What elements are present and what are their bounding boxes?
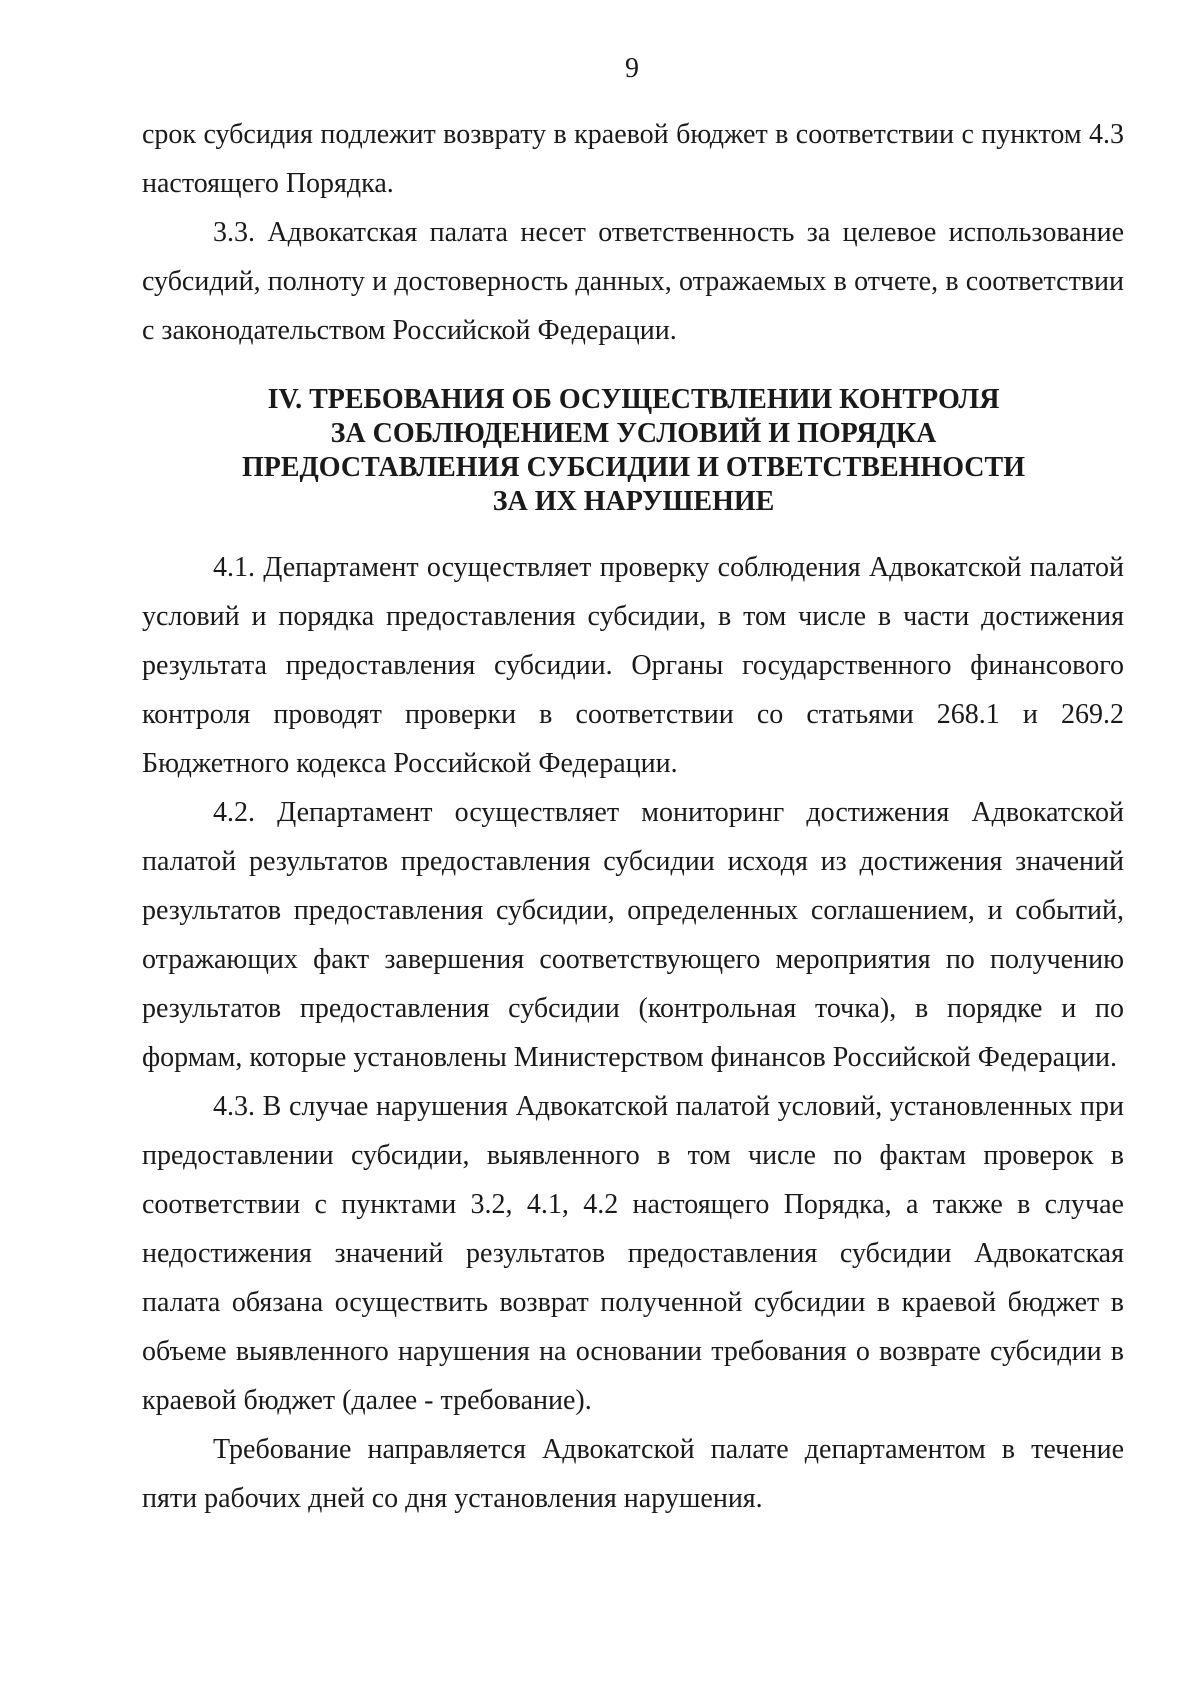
paragraph-requirement: Требование направляется Адвокатской палате департаментом в течение пяти рабочих дней со дня установления нарушения.	[142, 1434, 1124, 1514]
document-body	[142, 110, 1124, 1523]
paragraph-4-2: 4.2. Департамент осуществляет мониторинг достижения Адвокатской палатой результатов предоставления субсидии исходя из достижения значений результатов предоставления субсидии, определенных соглашением, и событий, отражающих факт завершения соответствующего мероприятия по получению результатов предоставления субсидии (контрольная точка), в порядке и по формам, которые установлены Министерством финансов Российской Федерации.	[142, 797, 1124, 1073]
paragraph-4-1: 4.1. Департамент осуществляет проверку соблюдения Адвокатской палатой условий и порядка предоставления субсидии, в том числе в части достижения результата предоставления субсидии. Органы государственного финансового контроля проводят проверки в соответствии со статьями 268.1 и 269.2 Бюджетного кодекса Российской Федерации.	[142, 552, 1124, 779]
section-heading-line: ЗА ИХ НАРУШЕНИЕ	[492, 486, 775, 517]
paragraph-3-3: 3.3. Адвокатская палата несет ответственность за целевое использование субсидий, полноту и достоверность данных, отражаемых в отчете, в соответствии с законодательством Российской Федерации.	[142, 217, 1124, 346]
section-heading-line: IV. ТРЕБОВАНИЯ ОБ ОСУЩЕСТВЛЕНИИ КОНТРОЛЯ	[267, 384, 1000, 415]
paragraph-continuation: срок субсидия подлежит возврату в краевой бюджет в соответствии с пунктом 4.3 настоящего Порядка.	[142, 119, 1124, 199]
paragraph-4-3: 4.3. В случае нарушения Адвокатской палатой условий, установленных при предоставлении субсидии, выявленного в том числе по фактам проверок в соответствии с пунктами 3.2, 4.1, 4.2 настоящего Порядка, а также в случае недостижения значений результатов предоставления субсидии Адвокатская палата обязана осуществить возврат полученной субсидии в краевой бюджет в объеме выявленного нарушения на основании требования о возврате субсидии в краевой бюджет (далее - требование).	[142, 1091, 1124, 1416]
section-heading-iv	[142, 383, 1124, 519]
section-heading-line: ЗА СОБЛЮДЕНИЕМ УСЛОВИЙ И ПОРЯДКА	[330, 418, 937, 449]
page-number: 9	[625, 53, 639, 84]
section-heading-line: ПРЕДОСТАВЛЕНИЯ СУБСИДИИ И ОТВЕТСТВЕННОСТИ	[241, 452, 1025, 483]
